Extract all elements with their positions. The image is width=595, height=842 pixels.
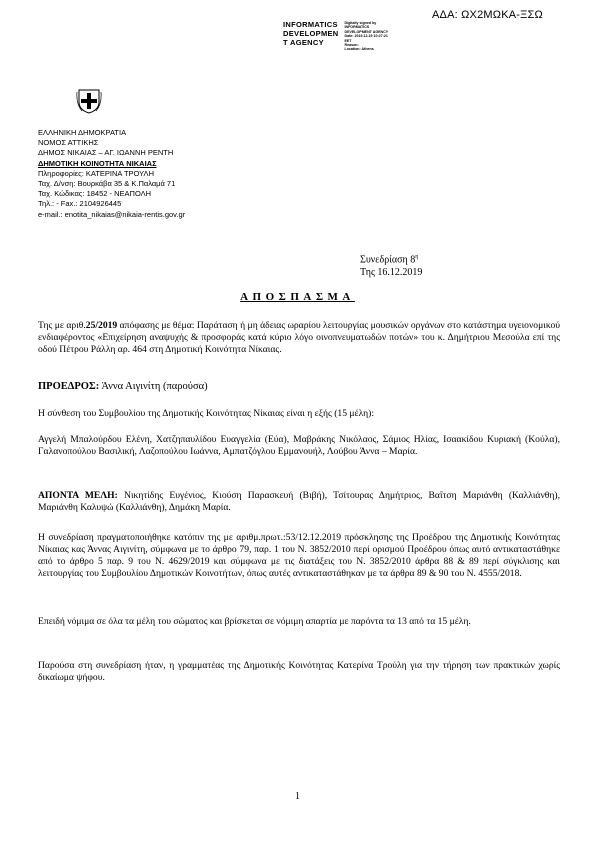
ada-code: ΑΔΑ: ΩΧ2ΜΩΚΑ-ΞΣΩ bbox=[432, 9, 543, 21]
header-address: Ταχ. Δ/νση: Βουρκάβα 35 & Κ.Παλαμά 71 bbox=[38, 179, 176, 189]
header-prefecture: ΝΟΜΟΣ ΑΤΤΙΚΗΣ bbox=[38, 138, 99, 148]
header-email: e-mail.: enotita_nikaias@nikaia-rentis.gov.gr bbox=[38, 209, 186, 219]
quorum-statement: Επειδή νόμιμα σε όλα τα μέλη του σώματος και βρίσκεται σε νόμιμη απαρτία με παρόντα τα 13 από τα 15 μέλη. bbox=[38, 616, 471, 627]
absent-members: ΑΠΟΝΤΑ ΜΕΛΗ: Νικητίδης Ευγένιος, Κιούση Παρασκευή (Βιβή), Τσίτουρας Δημήτριος, Βαΐτση Μαριάνθη (Καλλιάνθη), Μαριάνθη Καλυψώ (Καλλιάνθη), Δημάκη Μαρία. bbox=[38, 490, 560, 513]
document-title: ΑΠΟΣΠΑΣΜΑ bbox=[240, 291, 355, 303]
signature-details: Digitally signed by INFORMATICS DEVELOPMENT AGENCY Date: 2019.12.19 10:27:21 EET Reason: Location: Athens bbox=[344, 21, 389, 52]
session-date: Της 16.12.2019 bbox=[360, 266, 423, 278]
session-info bbox=[360, 251, 422, 279]
council-composition: Η σύνθεση του Συμβουλίου της Δημοτικής Κοινότητας Νίκαιας είναι η εξής (15 μέλη): bbox=[38, 408, 375, 419]
secretary-statement: Παρούσα στη συνεδρίαση ήταν, η γραμματέας της Δημοτικής Κοινότητας Κατερίνα Τρούλη για την τήρηση των πρακτικών χωρίς δικαίωμα ψήφου. bbox=[38, 660, 560, 683]
president-line: ΠΡΟΕΔΡΟΣ: Άννα Αιγινίτη (παρούσα) bbox=[38, 381, 208, 392]
session-number: Συνεδρίαση $8^\eta$ bbox=[360, 254, 419, 266]
header-country: ΕΛΛΗΝΙΚΗ ΔΗΜΟΚΡΑΤΙΑ bbox=[38, 128, 127, 137]
greek-coat-of-arms-icon bbox=[76, 88, 102, 114]
session-legal-basis: Η συνεδρίαση πραγματοποιήθηκε κατόπιν της με αριθμ.πρωτ.:53/12.12.2019 πρόσκλησης της Προέδρου της Δημοτικής Κοινότητας Νίκαιας κας Άννας Αιγινίτη, σύμφωνα με το άρθρο 79, παρ. 1 του Ν. 3852/2010 περί ορισμού Προέδρου όπως αυτό αντικαταστάθηκε από το άρθρο 5 παρ. 9 του Ν. 4629/2019 και σύμφωνα με τις διατάξεις του Ν. 3852/2010 άρθρα 88 & 89 περί σύγκλισης και λειτουργίας του Συμβουλίου Δημοτικών Κοινοτήτων, όπως αυτές αντικαταστάθηκαν με τα άρθρα 89 & 90 του Ν. 4555/2018. bbox=[38, 532, 560, 579]
header-postcode: Ταχ. Κώδικας: 18452 - ΝΕΑΠΟΛΗ bbox=[38, 189, 152, 199]
page-number: 1 bbox=[295, 791, 300, 802]
header-info: Πληροφορίες: ΚΑΤΕΡΙΝΑ ΤΡΟΥΛΗ bbox=[38, 168, 154, 178]
ida-logo-text: INFORMATICS DEVELOPMEN T AGENCY bbox=[283, 20, 339, 47]
header-community: ΔΗΜΟΤΙΚΗ ΚΟΙΝΟΤΗΤΑ ΝΙΚΑΙΑΣ bbox=[38, 158, 157, 168]
header-phone: Τηλ.: - Fax.: 2104926445 bbox=[38, 199, 122, 209]
decision-subject-paragraph: Της με αριθ.25/2019 απόφασης με θέμα: Παράταση ή μη άδειας ωραρίου λειτουργίας μουσικών οργάνων στο κατάστημα υγειονομικού ενδιαφέροντος «Επιχείρηση αναψυχής & προσφοράς κατά κύριο λόγο οινοπνευματωδών ποτών» του κ. Δημήτριου Μεσούλα επί της οδού Πέτρου Ράλλη αρ. 464 στη Δημοτική Κοινότητα Νίκαιας. bbox=[38, 320, 560, 355]
present-members: Αγγελή Μπαλούρδου Ελένη, Χατζηπαυλίδου Ευαγγελία (Εύα), Μαβράκης Νικόλαος, Σάμιος Ηλίας, Ισαακίδου Κυριακή (Κούλα), Γαλανοπούλου Βασιλική, Λαζοπούλου Ιωάννα, Αμπατζόγλου Εμμανουήλ, Λούβου Άννα – Μαρία. bbox=[38, 434, 560, 457]
header-municipality: ΔΗΜΟΣ ΝΙΚΑΙΑΣ – ΑΓ. ΙΩΑΝΝΗ ΡΕΝΤΗ bbox=[38, 148, 174, 158]
digital-signature-stamp bbox=[283, 20, 388, 52]
authority-header bbox=[38, 128, 185, 220]
